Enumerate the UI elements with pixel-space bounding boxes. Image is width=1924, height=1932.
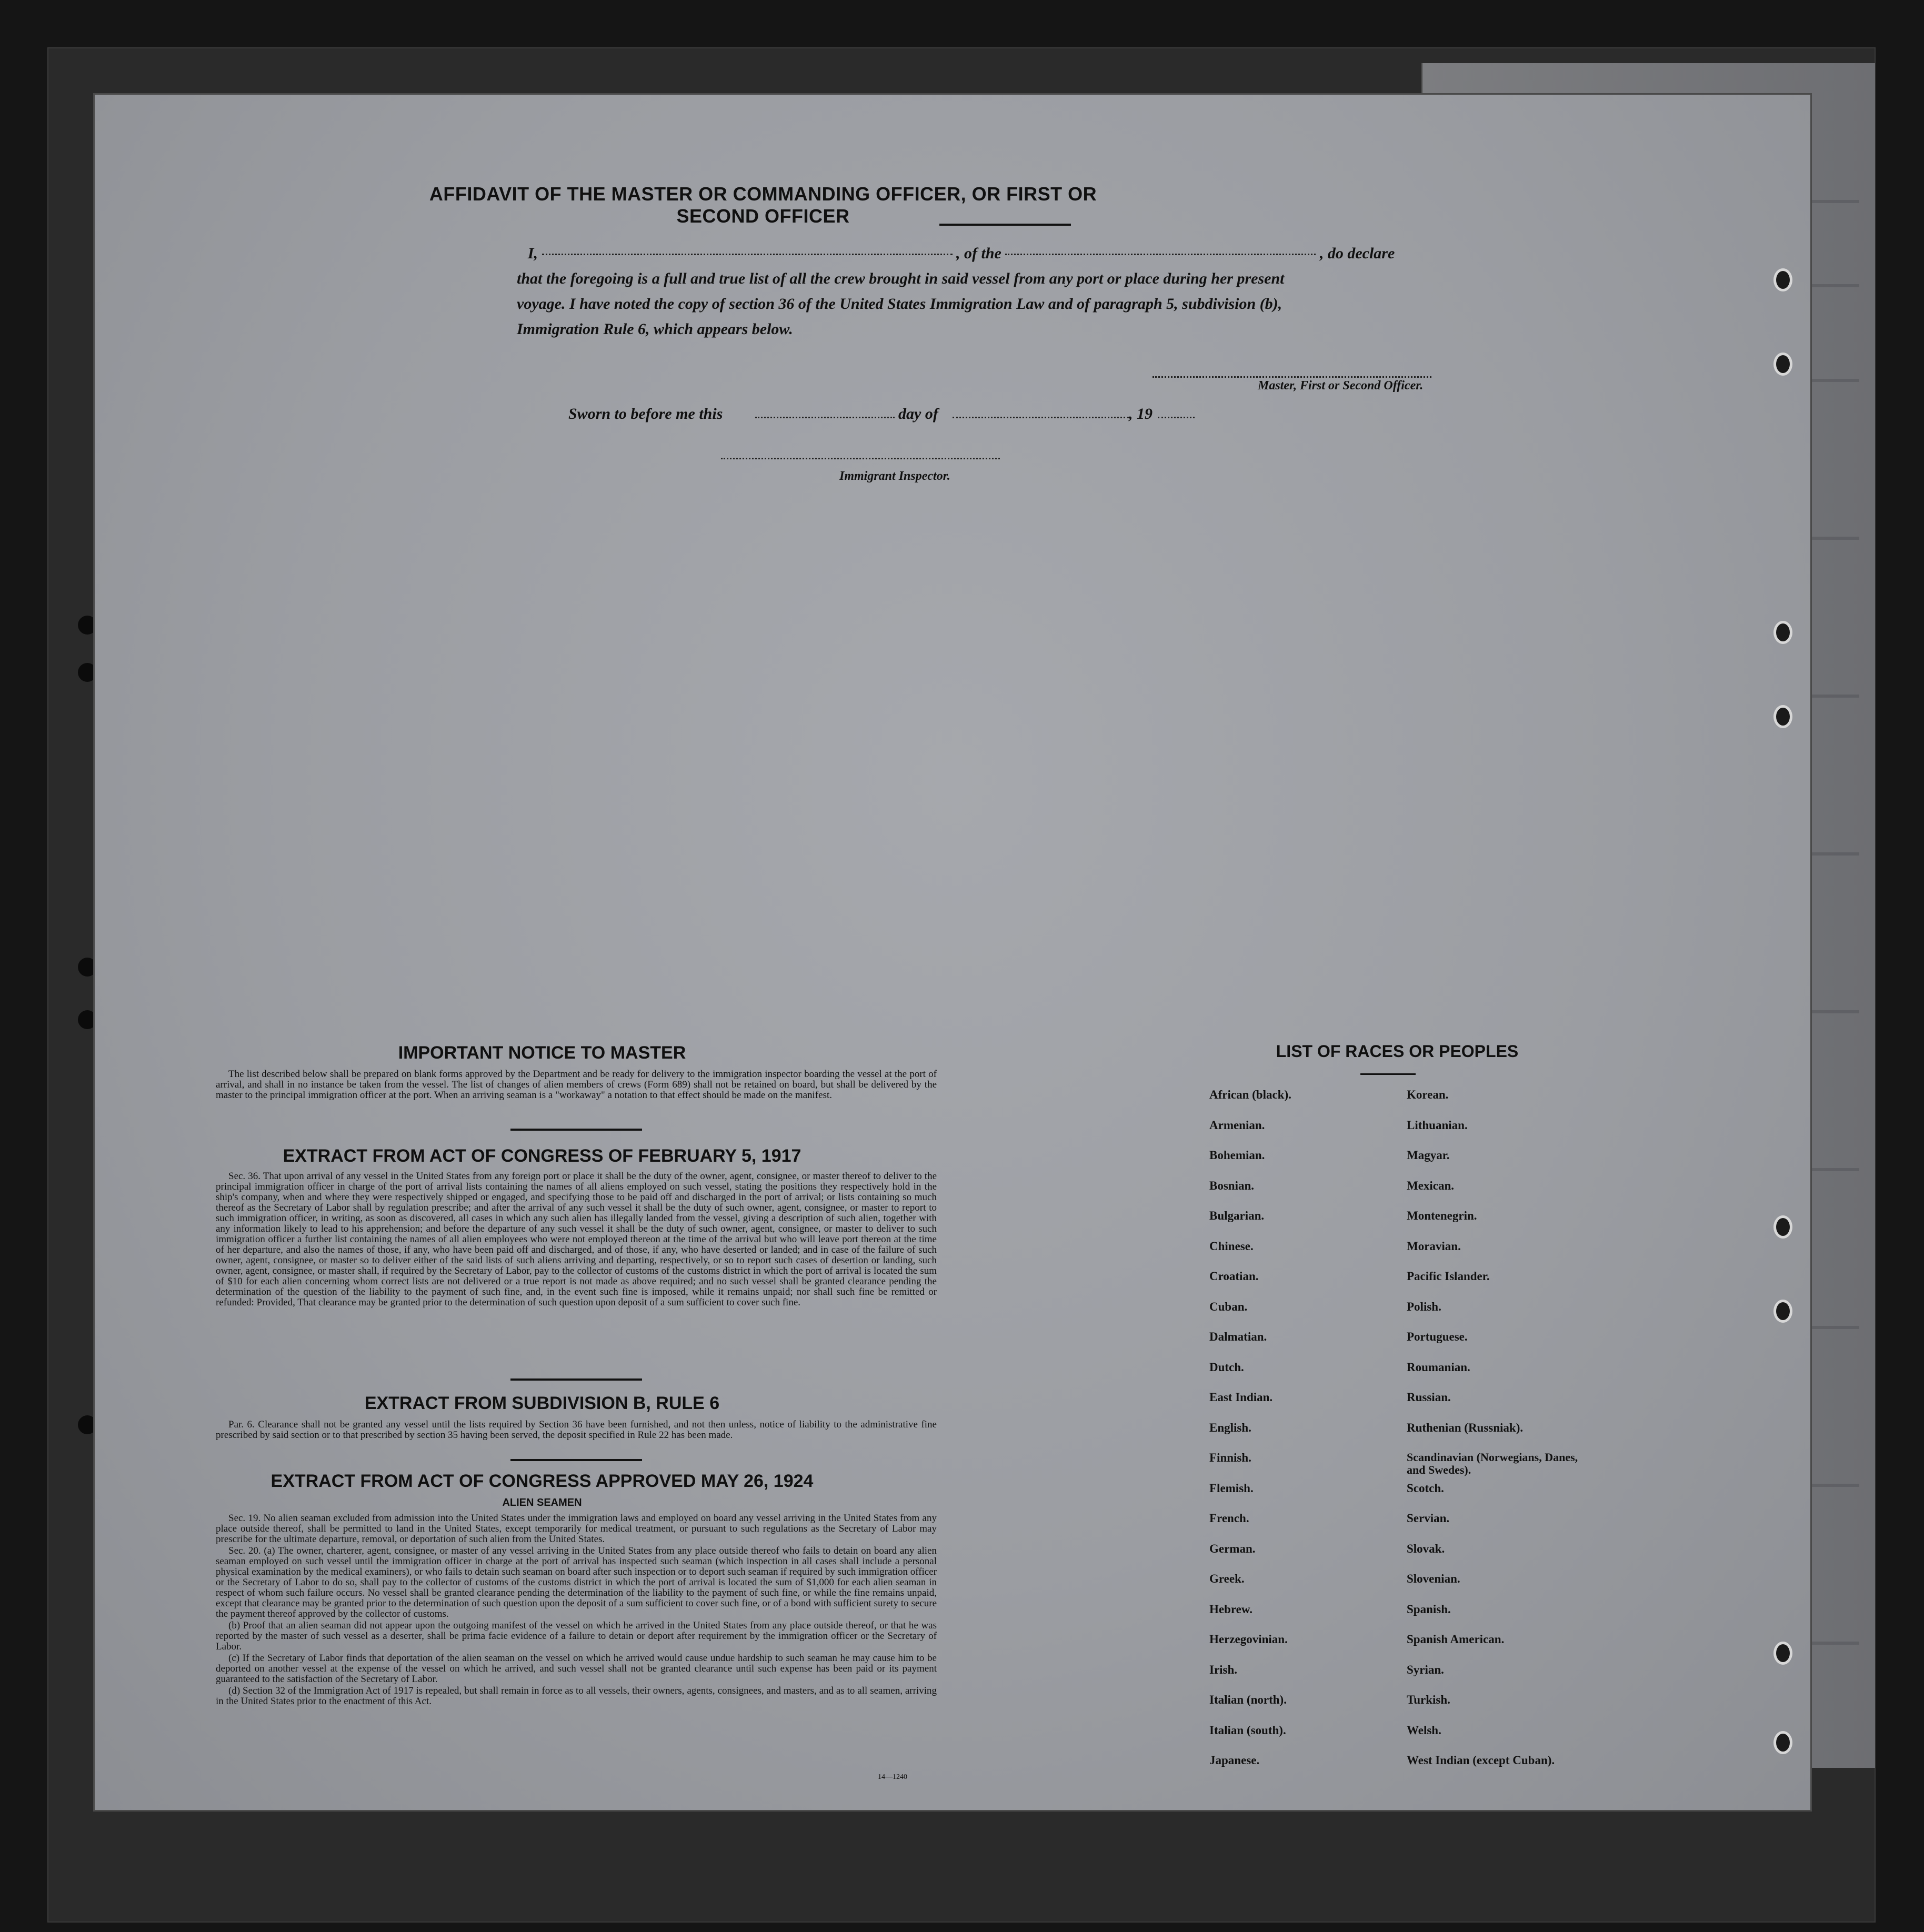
race-item: Slovak. [1407, 1542, 1445, 1555]
races-title: LIST OF RACES OR PEOPLES [1276, 1042, 1519, 1061]
race-item: German. [1209, 1542, 1256, 1555]
notice-paragraph: The list described below shall be prepared on blank forms approved by the Department and be ready for delivery to the immigration inspector boarding the vessel at the port of arrival, and shall in no instance be taken from the vessel. The list of changes of alien members of crews (Form 689) shall not be retained on board, but shall be delivered by the master to the principal immigration officer at the port. When an arriving seaman is a "workaway" a notation to that effect should be made on the manifest. [216, 1069, 937, 1101]
form-number: 14—1240 [878, 1773, 907, 1781]
race-item: Mexican. [1407, 1179, 1455, 1192]
sec-19-paragraph: Sec. 19. No alien seaman excluded from admission into the United States under the immigration laws and employed on board any vessel arriving in the United States from any place outside thereof, shall be permitted to land in the United States, except temporarily for medical treatment, or pursuant to such regulations as the Secretary of Labor may prescribe for the ultimate departure, removal, or deportation of such alien from the United States. [216, 1513, 937, 1545]
manifest-page [95, 95, 1810, 1810]
affidavit-i: I, [527, 245, 538, 262]
race-item: Chinese. [1209, 1239, 1254, 1253]
race-item: Moravian. [1407, 1239, 1461, 1253]
binding-hole-left [78, 663, 97, 682]
race-item: Japanese. [1209, 1754, 1260, 1767]
race-item: Italian (north). [1209, 1693, 1287, 1706]
section-rule [510, 1378, 642, 1381]
race-item: Polish. [1407, 1300, 1441, 1313]
alien-seamen-subtitle: ALIEN SEAMEN [502, 1497, 582, 1508]
race-item: Bulgarian. [1209, 1209, 1265, 1222]
race-item: Servian. [1407, 1512, 1450, 1525]
races-rule [1360, 1073, 1416, 1075]
race-item: Finnish. [1209, 1451, 1251, 1464]
extract-rule6-text [216, 1420, 937, 1442]
section-rule [510, 1459, 642, 1461]
sworn-day-of: day of [898, 405, 938, 422]
extract-rule6-title: EXTRACT FROM SUBDIVISION B, RULE 6 [364, 1393, 720, 1413]
affidavit-declare: , do declare [1319, 245, 1395, 262]
race-item: Portuguese. [1407, 1330, 1468, 1343]
race-item: Scandinavian (Norwegians, Danes, and Swedes). [1407, 1451, 1578, 1476]
race-item: Syrian. [1407, 1663, 1444, 1676]
extract-1917-paragraph: Sec. 36. That upon arrival of any vessel in the United States from any foreign port or place it shall be the duty of the owner, agent, consignee, or master thereof to deliver to the principal immigration officer in charge of the port of arrival lists containing the names of all aliens employed on such vessel, stating the positions they respectively hold in the ship's company, when and where they were respectively shipped or engaged, and specifying those to be paid off and discharged in the port of arrival; or lists containing so much thereof as the Secretary of Labor shall by regulation prescribe; and after the arrival of any such vessel it shall be the duty of such owner, agent, consignee, or master to report to such immigration officer, in writing, as soon as discovered, all cases in which any such alien has illegally landed from the vessel, giving a description of such alien, together with any information likely to lead to his apprehension; and before the departure of any such vessel it shall be the duty of such owner, agent, consignee, or master to deliver to such immigration officer a further list containing the names of all alien employees who were not employed thereon at the time of the arrival but who will leave port thereon at the time of her departure, and also the names of those, if any, who have been paid off and discharged, and of those, if any, who have deserted or landed; and in case of the failure of such owner, agent, consignee, or master so to deliver either of the said lists of such aliens arriving and departing, respectively, or so to report such cases of desertion or landing, such owner, agent, consignee, or master shall, if required by the Secretary of Labor, pay to the collector of customs of the customs district in which the port of arrival is located the sum of $10 for each alien concerning whom correct lists are not delivered or a true report is not made as above required; and no such vessel shall be granted clearance pending the determination of the question of the liability to the payment of such fine, and, in the event such fine is imposed, while it remains unpaid; nor shall such fine be remitted or refunded: Provided, That clearance may be granted prior to the determination of such question upon deposit of a sum sufficient to cover such fine. [216, 1171, 937, 1308]
race-item: Spanish American. [1407, 1633, 1505, 1646]
punch-hole [1773, 1300, 1792, 1323]
punch-hole [1773, 268, 1792, 291]
sworn-day-field[interactable] [755, 417, 895, 418]
punch-hole [1773, 705, 1792, 728]
affidavit-of-the: , of the [956, 245, 1001, 262]
race-item: Lithuanian. [1407, 1118, 1468, 1132]
sec-20c-paragraph: (c) If the Secretary of Labor finds that deportation of the alien seaman on the vessel on which he arrived would cause undue hardship to such seaman he may cause him to be deported on another vessel at the expense of the vessel on which he arrived, and such vessel shall not be granted clearance until such expense has been paid or its payment guaranteed to the satisfaction of the Secretary of Labor. [216, 1653, 937, 1685]
punch-hole [1773, 353, 1792, 376]
race-item: Turkish. [1407, 1693, 1450, 1706]
extract-1924-text [216, 1513, 937, 1708]
binding-hole-left [78, 616, 97, 635]
sworn-year: , 19 [1129, 405, 1153, 422]
race-item: East Indian. [1209, 1391, 1273, 1404]
extract-1917-text [216, 1171, 937, 1309]
race-item: Pacific Islander. [1407, 1270, 1490, 1283]
race-item: Greek. [1209, 1572, 1245, 1585]
race-item: Dutch. [1209, 1360, 1244, 1374]
binding-hole-left [78, 958, 97, 977]
vessel-name-field[interactable] [1005, 254, 1316, 255]
punch-hole [1773, 1215, 1792, 1239]
race-item: West Indian (except Cuban). [1407, 1754, 1555, 1767]
races-left-column [1209, 1088, 1291, 1784]
notice-text [216, 1069, 937, 1102]
race-item: French. [1209, 1512, 1249, 1525]
race-item: Irish. [1209, 1663, 1238, 1676]
officer-signature-field[interactable] [1153, 376, 1431, 378]
notice-title: IMPORTANT NOTICE TO MASTER [398, 1043, 686, 1063]
sec-20b-paragraph: (b) Proof that an alien seaman did not appear upon the outgoing manifest of the vessel on which he arrived in the United States from any place outside thereof, or that he was reported by the master of such vessel as a deserter, shall be prima facie evidence of a failure to detain or deport after requirement by the immigration officer or the Secretary of Labor. [216, 1620, 937, 1652]
affidavit-title: AFFIDAVIT OF THE MASTER OR COMMANDING OFFICER, OR FIRST OR SECOND OFFICER [429, 183, 1097, 227]
inspector-signature-label: Immigrant Inspector. [839, 469, 950, 483]
race-item: African (black). [1209, 1088, 1291, 1101]
affidavit-body [517, 241, 1422, 342]
extract-1924-title: EXTRACT FROM ACT OF CONGRESS APPROVED MAY 26, 1924 [270, 1471, 814, 1491]
race-item: Dalmatian. [1209, 1330, 1267, 1343]
sworn-month-field[interactable] [953, 417, 1129, 418]
race-item: Bosnian. [1209, 1179, 1255, 1192]
race-item: Roumanian. [1407, 1360, 1470, 1374]
punch-hole [1773, 621, 1792, 644]
sec-20a-paragraph: Sec. 20. (a) The owner, charterer, agent, consignee, or master of any vessel arriving in the United States from any place outside thereof who fails to detain on board any alien seaman employed on such vessel until the immigration officer in charge at the port of arrival has inspected such seaman (which inspection in all cases shall include a personal physical examination by the medical examiners), or who fails to detain such seaman on board after such inspection or to deport such seaman if required by such immigration officer or the Secretary of Labor to do so, shall pay to the collector of customs of the customs district in which the port of arrival is located the sum of $1,000 for each alien seaman in respect of whom such failure occurs. No vessel shall be granted clearance pending the determination of the liability to the payment of such fine, or while the fine remains unpaid, except that clearance may be granted prior to the determination of such question upon the deposit of a sum sufficient to cover such fine, or of a bond with sufficient surety to secure the payment thereof approved by the collector of customs. [216, 1545, 937, 1619]
race-item: Ruthenian (Russniak). [1407, 1421, 1524, 1434]
race-item: English. [1209, 1421, 1251, 1434]
race-item: Flemish. [1209, 1481, 1254, 1495]
race-item: Italian (south). [1209, 1723, 1286, 1737]
sworn-year-field[interactable] [1158, 417, 1195, 418]
race-item: Russian. [1407, 1391, 1451, 1404]
race-item: Hebrew. [1209, 1602, 1252, 1616]
extract-rule6-paragraph: Par. 6. Clearance shall not be granted any vessel until the lists required by Section 36 have been furnished, and not then unless, notice of liability to the administrative fine prescribed by said section or to that prescribed by section 35 having been served, the deposit specified in Rule 22 has been made. [216, 1419, 937, 1441]
officer-name-field[interactable] [542, 254, 953, 255]
punch-hole [1773, 1642, 1792, 1665]
section-rule [510, 1129, 642, 1131]
race-item: Herzegovinian. [1209, 1633, 1288, 1646]
binding-hole-left [78, 1010, 97, 1029]
race-item: Cuban. [1209, 1300, 1248, 1313]
race-item: Montenegrin. [1407, 1209, 1477, 1222]
race-item: Armenian. [1209, 1118, 1265, 1132]
race-item: Welsh. [1407, 1723, 1441, 1737]
affidavit-line-3: voyage. I have noted the copy of section 36 of the United States Immigration Law and of paragraph 5, subdivision (b), [517, 295, 1282, 313]
sworn-prefix: Sworn to before me this [568, 405, 723, 422]
officer-signature-label: Master, First or Second Officer. [1258, 379, 1424, 393]
race-item: Bohemian. [1209, 1149, 1265, 1162]
race-item: Korean. [1407, 1088, 1449, 1101]
race-item: Spanish. [1407, 1602, 1451, 1616]
race-item: Slovenian. [1407, 1572, 1460, 1585]
race-item: Magyar. [1407, 1149, 1450, 1162]
punch-hole [1773, 1731, 1792, 1754]
affidavit-line-2: that the foregoing is a full and true list of all the crew brought in said vessel from any port or place during her present [517, 270, 1285, 287]
race-item: Scotch. [1407, 1481, 1444, 1495]
race-item: Croatian. [1209, 1270, 1259, 1283]
sec-20d-paragraph: (d) Section 32 of the Immigration Act of 1917 is repealed, but shall remain in force as to all vessels, their owners, agents, consignees, and masters, and as to all seamen, arriving in the United States prior to the enactment of this Act. [216, 1685, 937, 1707]
inspector-signature-field[interactable] [721, 458, 1000, 459]
affidavit-line-4: Immigration Rule 6, which appears below. [517, 320, 793, 338]
binding-hole-left [78, 1415, 97, 1434]
extract-1917-title: EXTRACT FROM ACT OF CONGRESS OF FEBRUARY 5, 1917 [283, 1146, 801, 1166]
races-right-column [1407, 1088, 1580, 1784]
title-rule [939, 224, 1071, 226]
